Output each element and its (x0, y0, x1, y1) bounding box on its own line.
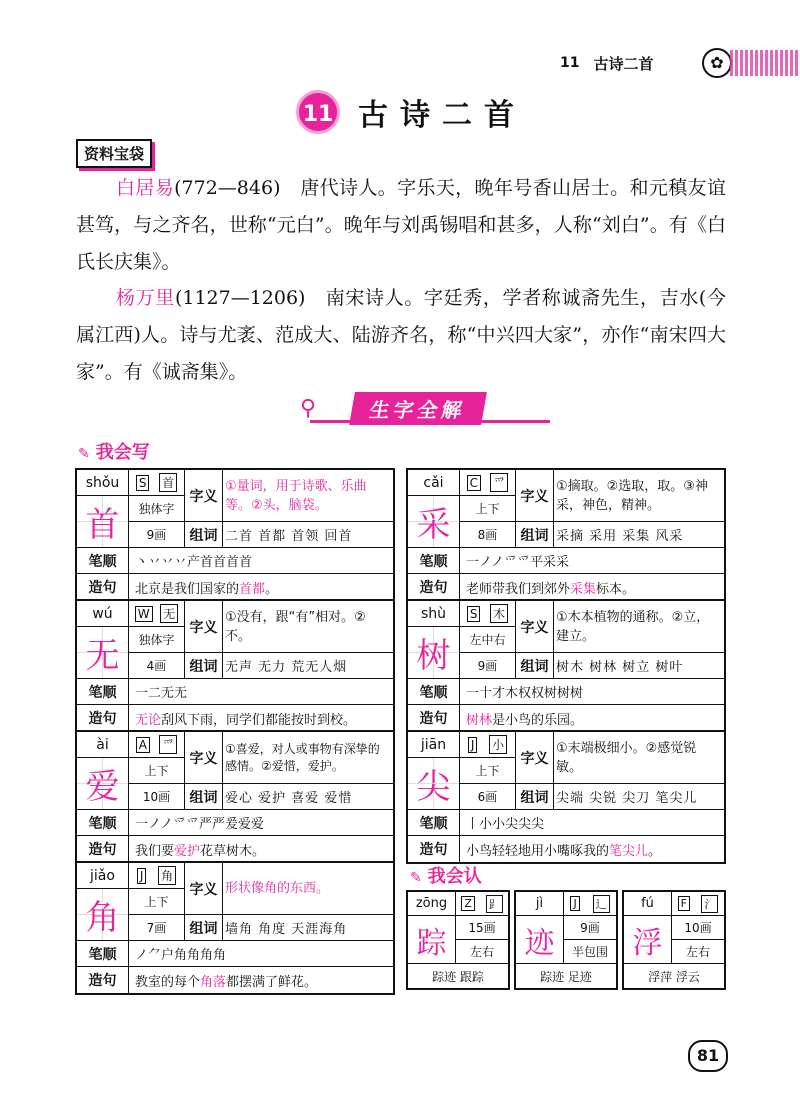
sentence-part: 老师带我们到郊外 (466, 581, 571, 597)
radical-char: 氵 (701, 895, 718, 913)
words-label: 组词 (185, 522, 223, 548)
stroke-count: 10画 (672, 916, 724, 940)
radical-letter: A (136, 737, 150, 753)
sentence-label: 造句 (408, 705, 460, 731)
poet-name: 白居易 (116, 177, 175, 199)
flower-icon: ✿ (702, 48, 732, 78)
radical (460, 601, 516, 627)
sentence-part: 是小鸟的乐园。 (492, 712, 584, 728)
radical-letter: S (467, 606, 481, 622)
structure: 半包围 (564, 940, 616, 964)
meaning-text: ①摘取。②选取，取。③神采，神色，精神。 (554, 470, 724, 522)
character: 首 (77, 496, 129, 548)
page-number: 81 (688, 1040, 728, 1072)
char-card-jiao (75, 861, 395, 995)
radical (672, 892, 724, 916)
bio-paragraph (76, 170, 726, 281)
sentence-label: 造句 (77, 967, 129, 993)
words-text: 踪迹 足迹 (540, 969, 592, 984)
radical-letter: J (468, 737, 478, 753)
radical (129, 863, 185, 889)
radical-char: ⻊ (486, 895, 503, 913)
radical-char: 爫 (490, 473, 508, 492)
radical-letter: W (135, 606, 153, 622)
pinyin: fú (624, 892, 672, 916)
radical-letter: C (467, 475, 481, 491)
stroke-count: 8画 (460, 522, 516, 548)
section-banner (300, 392, 484, 425)
sentence-highlight: 笔尖儿 (609, 843, 649, 859)
radical (129, 470, 185, 496)
bio-text: (772—846) 唐代诗人。字乐天，晚年号香山居士。和元稹友谊甚笃，与之齐名，世称“元白”。晚年与刘禹锡唱和甚多，人称“刘白”。有《白氏长庆集》。 (76, 177, 726, 273)
words-text: 踪迹 跟踪 (432, 969, 484, 984)
pinyin: zōng (408, 892, 456, 916)
char-card-shu (406, 599, 726, 733)
radical (129, 732, 185, 758)
header-lesson-number: 11 (560, 55, 580, 71)
structure: 左右 (672, 940, 724, 964)
radical-letter: Z (461, 896, 475, 911)
pencil-icon: ✎ (78, 446, 90, 462)
info-box-label: 资料宝袋 (76, 139, 152, 168)
radical-letter: J (137, 868, 147, 884)
meaning-label: 字义 (185, 732, 223, 784)
words-text: 二首 首都 首领 回首 (223, 522, 393, 548)
char-card-wu (75, 599, 395, 733)
sentence-part: 教室的每个 (135, 974, 201, 990)
read-card-ji (514, 890, 618, 990)
radical-char: 辶 (593, 895, 610, 913)
sentence-highlight: 角落 (200, 974, 227, 990)
words-label: 组词 (516, 784, 554, 810)
words-text: 墙角 角度 天涯海角 (223, 915, 393, 941)
sentence-part: 。 (265, 581, 279, 597)
pinyin: jì (516, 892, 564, 916)
words-text: 浮萍 浮云 (648, 969, 700, 984)
sentence-highlight: 首都 (239, 581, 266, 597)
character: 无 (77, 627, 129, 679)
words-label: 组词 (185, 784, 223, 810)
char-card-shou (75, 468, 395, 602)
character: 爱 (77, 758, 129, 810)
section-read-label: 我会认 (427, 866, 482, 887)
read-card-zong (406, 890, 510, 990)
meaning-label: 字义 (185, 601, 223, 653)
words-text: 爱心 爱护 喜爱 爱惜 (223, 784, 393, 810)
sentence-label: 造句 (408, 836, 460, 862)
order-label: 笔顺 (408, 548, 460, 573)
order-label: 笔顺 (408, 679, 460, 704)
radical-char: 角 (158, 866, 176, 885)
structure: 上下 (460, 758, 516, 784)
radical (129, 601, 185, 627)
radical-char: 木 (490, 604, 508, 623)
character: 尖 (408, 758, 460, 810)
pinyin: shù (408, 601, 460, 627)
words-label: 组词 (185, 653, 223, 679)
header-lesson-title: 古诗二首 (593, 54, 654, 73)
pinyin: shǒu (77, 470, 129, 496)
meaning-text: 形状像角的东西。 (223, 863, 393, 915)
words-label: 组词 (516, 522, 554, 548)
character: 踪 (408, 916, 456, 964)
stroke-count: 7画 (129, 915, 185, 941)
stroke-count: 9画 (564, 916, 616, 940)
order-label: 笔顺 (77, 679, 129, 704)
radical (460, 732, 516, 758)
stroke-count: 6画 (460, 784, 516, 810)
stroke-count: 10画 (129, 784, 185, 810)
pinyin: jiān (408, 732, 460, 758)
radical (564, 892, 616, 916)
structure: 上下 (129, 758, 185, 784)
sentence-part: 刮风下雨，同学们都能按时到校。 (161, 712, 357, 728)
structure: 上下 (460, 496, 516, 522)
words-text: 尖端 尖锐 尖刀 笔尖儿 (554, 784, 724, 810)
character: 采 (408, 496, 460, 548)
structure: 独体字 (129, 627, 185, 653)
words-text: 树木 树林 树立 树叶 (554, 653, 724, 679)
section-write-label: 我会写 (95, 442, 150, 463)
meaning-label: 字义 (185, 863, 223, 915)
radical (456, 892, 508, 916)
radical-char: 小 (489, 735, 507, 754)
sentence-highlight: 树林 (466, 712, 493, 728)
meaning-label: 字义 (516, 732, 554, 784)
character: 浮 (624, 916, 672, 964)
poet-name: 杨万里 (116, 287, 175, 309)
stroke-order: 一十才木权权树树树 (466, 686, 584, 701)
sentence-label: 造句 (77, 705, 129, 731)
char-card-ai (75, 730, 395, 864)
stroke-count: 9画 (129, 522, 185, 548)
character: 迹 (516, 916, 564, 964)
stroke-count: 15画 (456, 916, 508, 940)
sentence-highlight: 无论 (135, 712, 162, 728)
lesson-title (296, 90, 526, 134)
structure: 左右 (456, 940, 508, 964)
radical-char: 爫 (159, 735, 177, 754)
pinyin: ài (77, 732, 129, 758)
words-text: 采摘 采用 采集 风采 (554, 522, 724, 548)
sentence (129, 967, 393, 993)
header-ribbon (730, 50, 800, 76)
stroke-order: 一ノノ爫爫平采采 (466, 555, 569, 570)
bio-paragraph (76, 280, 726, 391)
sentence (460, 705, 724, 731)
char-card-jian (406, 730, 726, 864)
order-label: 笔顺 (77, 810, 129, 835)
sentence-part: 都摆满了鲜花。 (226, 974, 318, 990)
meaning-text: ①没有，跟“有”相对。②不。 (223, 601, 393, 653)
char-card-cai (406, 468, 726, 602)
sentence-label: 造句 (77, 836, 129, 862)
words-label: 组词 (185, 915, 223, 941)
radical-char: 首 (159, 473, 177, 492)
radical (460, 470, 516, 496)
stroke-order: 一ノノ爫爫严严爰爱爱 (135, 817, 264, 832)
sentence-highlight: 爱护 (174, 843, 201, 859)
banner-label: 生字全解 (349, 392, 487, 425)
sentence-part: 。 (648, 843, 662, 859)
section-read (410, 862, 482, 888)
meaning-text: ①木本植物的通称。②立，建立。 (554, 601, 724, 653)
order-label: 笔顺 (77, 548, 129, 573)
radical-letter: F (678, 896, 690, 911)
sentence-label: 造句 (408, 574, 460, 600)
sentence (129, 836, 393, 862)
structure: 独体字 (129, 496, 185, 522)
meaning-text: ①喜爱，对人或事物有深挚的感情。②爱惜，爱护。 (223, 732, 393, 784)
bio-text: (1127—1206) 南宋诗人。字廷秀，学者称诚斋先生，吉水(今属江西)人。诗与尤袤、范成大、陆游齐名，称“中兴四大家”，亦作“南宋四大家”。有《诚斋集》。 (76, 287, 726, 383)
pinyin: wú (77, 601, 129, 627)
words-text: 无声 无力 荒无人烟 (223, 653, 393, 679)
section-write (78, 438, 150, 464)
lesson-title-text: 古诗二首 (358, 98, 526, 133)
stroke-order: 丨小小尖尖尖 (466, 817, 545, 832)
sentence-part: 我们要 (135, 843, 175, 859)
sentence (129, 705, 393, 731)
pinyin: jiǎo (77, 863, 129, 889)
sentence-highlight: 采集 (570, 581, 597, 597)
running-header (560, 44, 800, 82)
lesson-number-badge: 11 (296, 90, 340, 134)
sentence-label: 造句 (77, 574, 129, 600)
pinyin: cǎi (408, 470, 460, 496)
sentence-part: 北京是我们国家的 (135, 581, 240, 597)
magnifier-icon: ⚲ (300, 396, 317, 421)
radical-letter: S (136, 475, 150, 491)
meaning-text: ①量词，用于诗歌、乐曲等。②头，脑袋。 (223, 470, 393, 522)
sentence-part: 标本。 (596, 581, 636, 597)
meaning-label: 字义 (185, 470, 223, 522)
meaning-label: 字义 (516, 601, 554, 653)
sentence (460, 836, 724, 862)
structure: 左中右 (460, 627, 516, 653)
sentence-part: 花草树木。 (200, 843, 266, 859)
read-card-fu (622, 890, 726, 990)
stroke-count: 9画 (460, 653, 516, 679)
stroke-order: 丶丷丷丷产首首首首 (135, 555, 253, 570)
radical-char: 无 (160, 604, 178, 623)
pencil-icon: ✎ (410, 870, 422, 886)
stroke-order: 一二无无 (135, 686, 188, 701)
stroke-order: ノ⺈户角角角角 (135, 948, 227, 963)
radical-letter: J (570, 896, 579, 911)
stroke-count: 4画 (129, 653, 185, 679)
order-label: 笔顺 (77, 941, 129, 966)
meaning-label: 字义 (516, 470, 554, 522)
character: 树 (408, 627, 460, 679)
sentence-part: 小鸟轻轻地用小嘴啄我的 (466, 843, 610, 859)
sentence (129, 574, 393, 600)
words-label: 组词 (516, 653, 554, 679)
structure: 上下 (129, 889, 185, 915)
meaning-text: ①末端极细小。②感觉锐敏。 (554, 732, 724, 784)
sentence (460, 574, 724, 600)
character: 角 (77, 889, 129, 941)
order-label: 笔顺 (408, 810, 460, 835)
